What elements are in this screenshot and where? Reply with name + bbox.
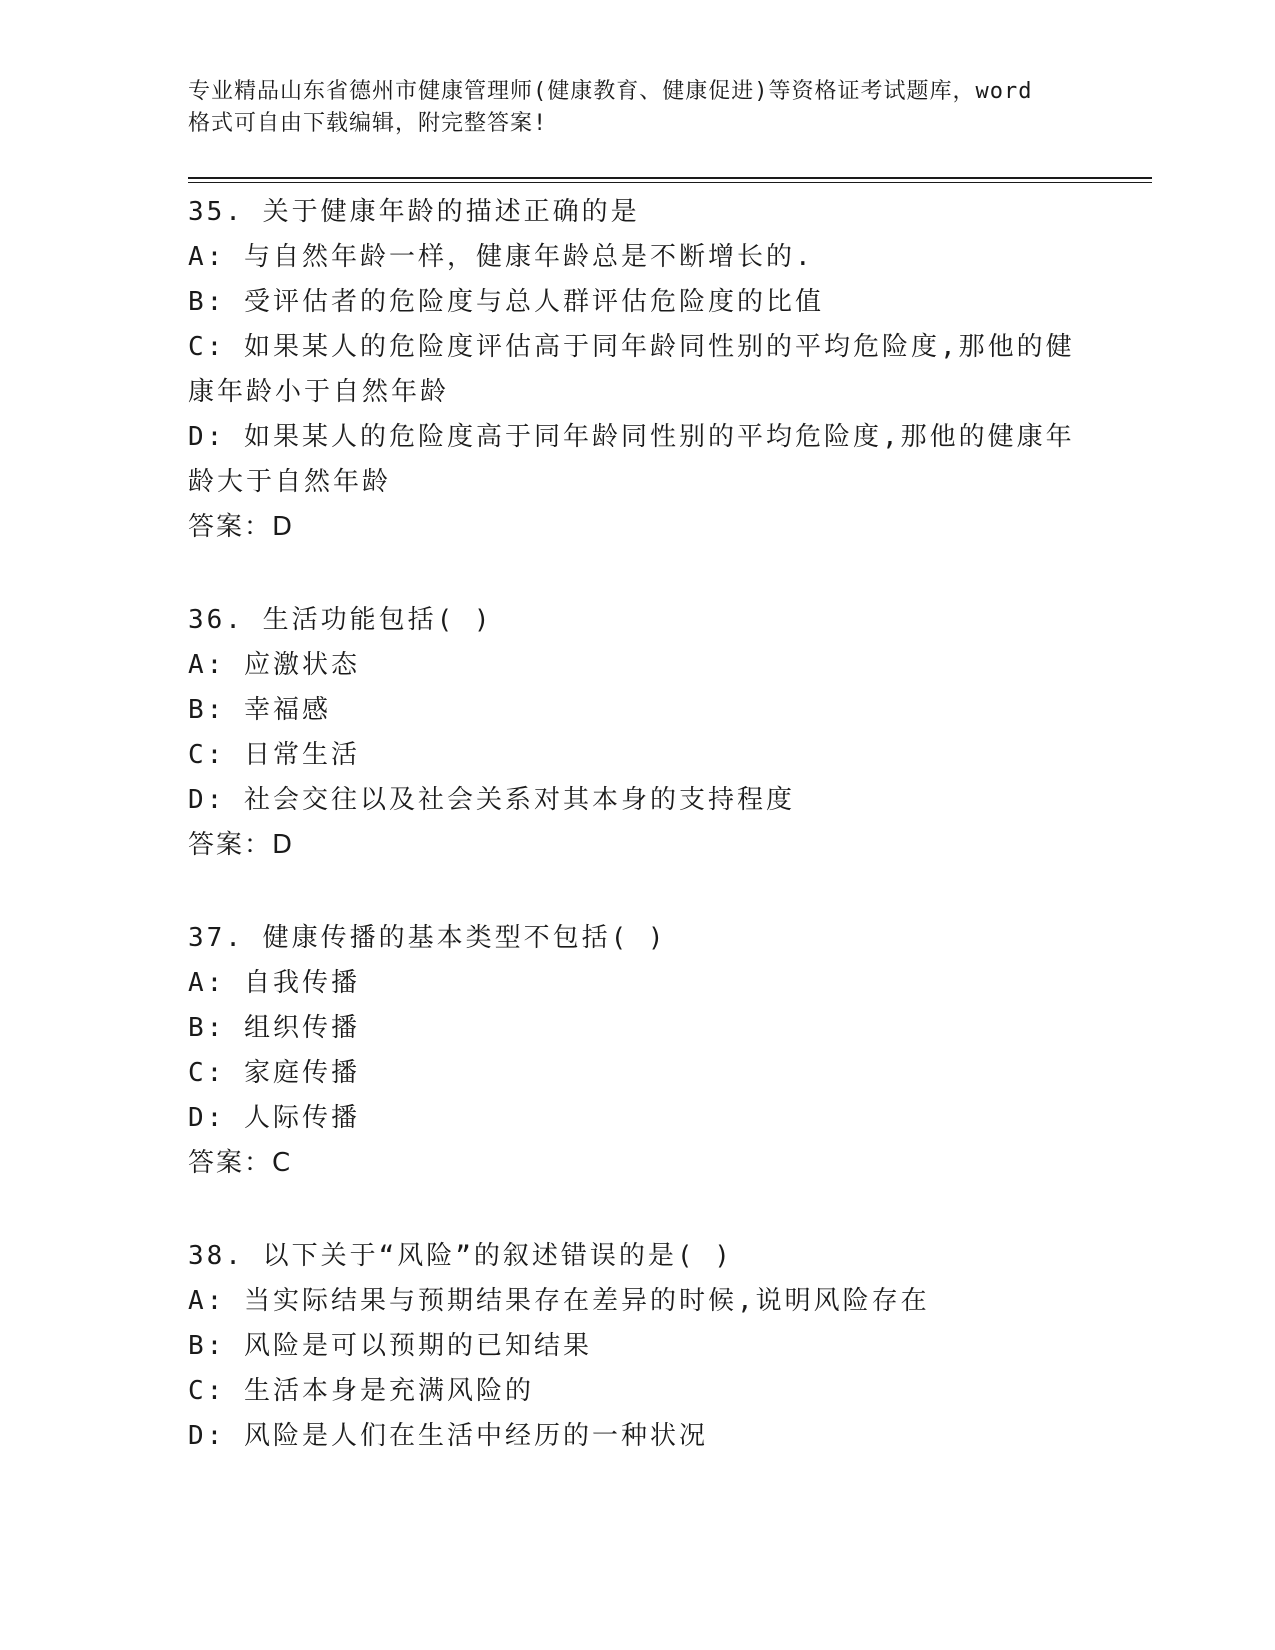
document-header bbox=[188, 76, 1088, 140]
answer-option bbox=[188, 688, 1088, 733]
option-text-line: C: 家庭传播 bbox=[188, 1058, 360, 1088]
option-text-line: D: 人际传播 bbox=[188, 1103, 360, 1133]
option-text-line: C: 日常生活 bbox=[188, 740, 360, 770]
answer-option bbox=[188, 643, 1088, 688]
header-divider-thin bbox=[188, 182, 1152, 183]
option-text-line: D: 风险是人们在生活中经历的一种状况 bbox=[188, 1421, 708, 1451]
answer-option bbox=[188, 1006, 1088, 1051]
question-stem: 38. 以下关于“风险”的叙述错误的是( ) bbox=[188, 1241, 733, 1271]
question-block bbox=[188, 916, 1088, 1186]
header-divider-thick bbox=[188, 177, 1152, 179]
option-text-line: A: 自我传播 bbox=[188, 968, 360, 998]
option-text-line: B: 组织传播 bbox=[188, 1013, 360, 1043]
header-line-1: 专业精品山东省德州市健康管理师(健康教育、健康促进)等资格证考试题库，word bbox=[188, 79, 1033, 104]
option-text-line: 康年龄小于自然年龄 bbox=[188, 377, 450, 407]
question-stem: 37. 健康传播的基本类型不包括( ) bbox=[188, 923, 667, 953]
option-text-line: B: 幸福感 bbox=[188, 695, 331, 725]
option-text-line: C: 生活本身是充满风险的 bbox=[188, 1376, 534, 1406]
answer-option bbox=[188, 1414, 1088, 1459]
answer-option bbox=[188, 1051, 1088, 1096]
option-text-line: 龄大于自然年龄 bbox=[188, 467, 392, 497]
answer-option bbox=[188, 1369, 1088, 1414]
option-text-line: D: 社会交往以及社会关系对其本身的支持程度 bbox=[188, 785, 795, 815]
option-text-line: D: 如果某人的危险度高于同年龄同性别的平均危险度,那他的健康年 bbox=[188, 422, 1075, 452]
answer-option bbox=[188, 280, 1088, 325]
answer-option bbox=[188, 415, 1088, 505]
option-text-line: A: 与自然年龄一样，健康年龄总是不断增长的. bbox=[188, 242, 814, 272]
option-text-line: B: 风险是可以预期的已知结果 bbox=[188, 1331, 592, 1361]
question-stem: 36. 生活功能包括( ) bbox=[188, 605, 493, 635]
question-block bbox=[188, 190, 1088, 550]
option-text-line: B: 受评估者的危险度与总人群评估危险度的比值 bbox=[188, 287, 824, 317]
answer-option bbox=[188, 733, 1088, 778]
question-block bbox=[188, 598, 1088, 868]
answer-key: 答案：D bbox=[188, 512, 295, 542]
answer-option bbox=[188, 325, 1088, 415]
question-stem: 35. 关于健康年龄的描述正确的是 bbox=[188, 197, 640, 227]
answer-key: 答案：C bbox=[188, 1148, 293, 1178]
option-text-line: C: 如果某人的危险度评估高于同年龄同性别的平均危险度,那他的健 bbox=[188, 332, 1075, 362]
answer-key: 答案：D bbox=[188, 830, 295, 860]
answer-option bbox=[188, 961, 1088, 1006]
option-text-line: A: 应激状态 bbox=[188, 650, 360, 680]
question-block bbox=[188, 1234, 1088, 1459]
answer-option bbox=[188, 1324, 1088, 1369]
option-text-line: A: 当实际结果与预期结果存在差异的时候,说明风险存在 bbox=[188, 1286, 930, 1316]
header-line-2: 格式可自由下载编辑，附完整答案! bbox=[188, 111, 548, 136]
answer-option bbox=[188, 778, 1088, 823]
answer-option bbox=[188, 1279, 1088, 1324]
answer-option bbox=[188, 235, 1088, 280]
answer-option bbox=[188, 1096, 1088, 1141]
question-list bbox=[188, 190, 1088, 1507]
